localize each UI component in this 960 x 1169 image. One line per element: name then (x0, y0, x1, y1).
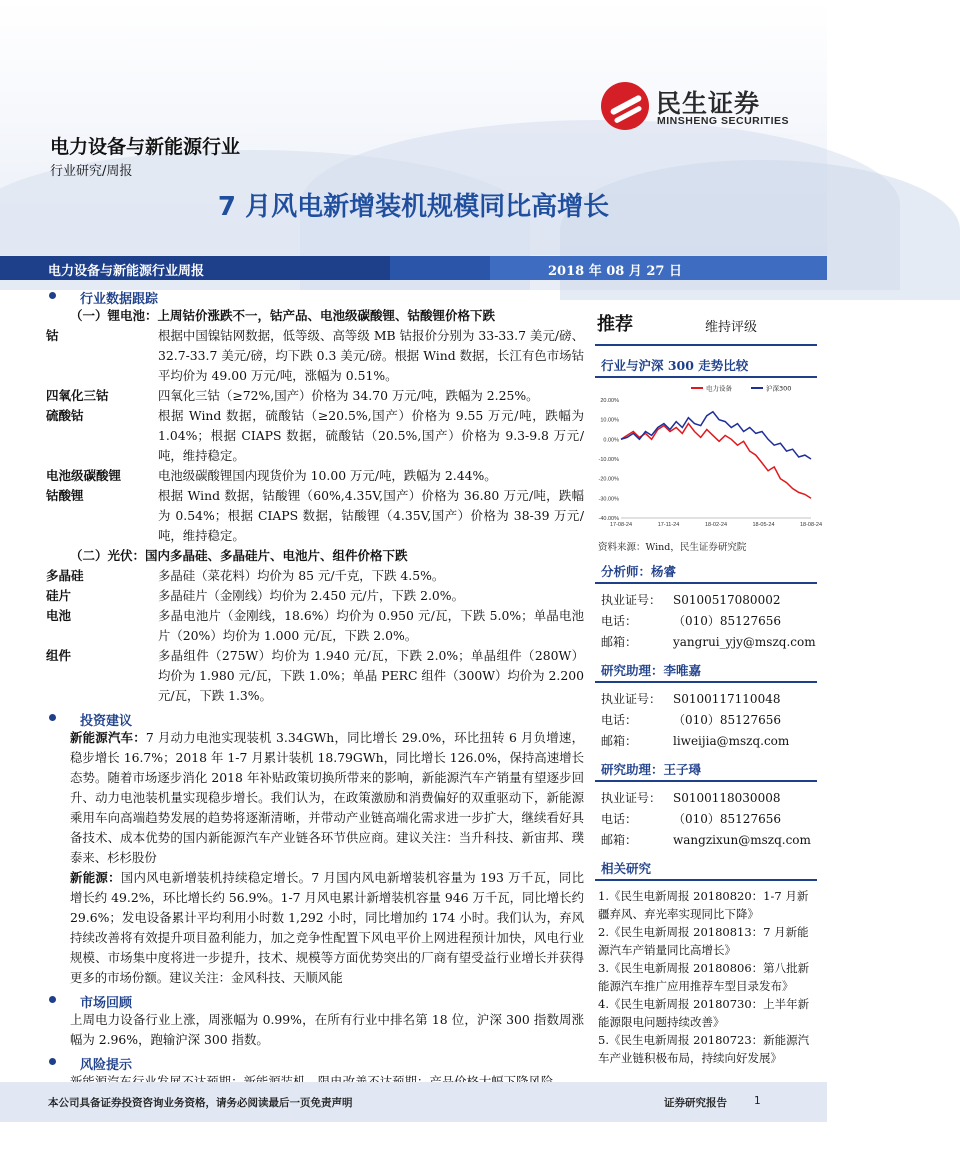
y-tick-label: -20.00% (598, 476, 619, 483)
related-item[interactable]: 3.《民生电新周报 20180806：第八批新能源汽车推广应用推荐车型目录发布》 (598, 961, 810, 993)
data-row: 硅片 多晶硅片（金刚线）均价为 2.450 元/片，下跌 2.0%。 (46, 588, 464, 603)
page-footer (0, 1082, 827, 1122)
trend-chart-svg (595, 378, 823, 538)
related-item[interactable]: 2.《民生电新周报 20180813：7 月新能源汽车产销量同比高增长》 (598, 925, 809, 957)
report-title: 7 月风电新增装机规模同比高增长 (217, 192, 610, 222)
subsection-heading: （一）锂电池：上周钴价涨跌不一，钴产品、电池级碳酸锂、钴酸锂价格下跌 (70, 308, 496, 323)
analyst-cert: 执业证号： S0100117110048 (601, 692, 781, 706)
report-type: 行业研究/周报 (50, 164, 133, 179)
y-tick-label: 20.00% (600, 398, 619, 404)
analyst-email: 邮箱： yangrui_yjy@mszq.com (601, 635, 816, 649)
rating-box (595, 296, 817, 346)
related-item[interactable]: 1.《民生电新周报 20180820：1-7 月新疆弃风、弃光率实现同比下降》 (598, 889, 809, 921)
y-tick-label: -40.00% (598, 516, 619, 522)
market-review-paragraph: 上周电力设备行业上涨，周涨幅为 0.99%，在所有行业中排名第 18 位，沪深 300 指数周涨幅为 2.96%，跑输沪深 300 指数。 (70, 1012, 584, 1047)
x-tick-label: 18-02-24 (704, 522, 728, 528)
x-tick-label: 17-11-24 (657, 522, 680, 528)
logo-cn: 民生证券 (656, 89, 761, 118)
main-content (46, 288, 584, 1092)
data-row: 钴酸锂 根据 Wind 数据，钴酸锂（60%,4.35V,国产）价格为 36.80 万元/吨，跌幅为 0.54%；根据 CIAPS 数据，钴酸锂（4.35V,国产）价格为 38-39 万元/吨，维持稳定。 (46, 488, 584, 543)
data-row: 组件 多晶组件（275W）均价为 1.940 元/瓦，下跌 2.0%；单晶组件（280W）均价为 1.980 元/瓦，下跌 1.0%；单晶 PERC 组件（300W）均价为 2.200 元/瓦，下跌 1.3%。 (46, 648, 584, 703)
data-row: 电池 多晶电池片（金刚线，18.6%）均价为 0.950 元/瓦，下跌 5.0%；单晶电池片（20%）均价为 1.000 元/瓦，下跌 2.0%。 (46, 608, 584, 643)
bullet-icon (49, 996, 56, 1003)
chart-heading: 行业与沪深 300 走势比较 (595, 354, 817, 378)
y-tick-label: -30.00% (598, 496, 619, 503)
rating-label: 推荐 (597, 314, 633, 335)
band-left-text: 电力设备与新能源行业周报 (48, 264, 205, 279)
bullet-icon (49, 292, 56, 299)
page-number: 1 (754, 1095, 761, 1107)
chart-source: 资料来源：Wind，民生证券研究院 (598, 542, 747, 553)
bullet-icon (49, 1058, 56, 1065)
x-tick-label: 17-08-24 (609, 522, 633, 528)
section-heading: 风险提示 (46, 1054, 584, 1072)
x-tick-label: 18-05-24 (752, 522, 775, 528)
legend-label: 沪深300 (766, 384, 792, 393)
y-tick-label: -10.00% (598, 457, 619, 463)
y-tick-label: 0.00% (603, 437, 619, 444)
analyst-phone: 电话： （010）85127656 (601, 614, 781, 628)
logo-mark-icon (601, 82, 649, 130)
rating-value: 维持评级 (705, 320, 758, 335)
footer-label: 证券研究报告 (664, 1097, 727, 1109)
legend-label: 电力设备 (706, 384, 732, 393)
analyst-email: 邮箱： wangzixun@mszq.com (601, 833, 811, 847)
company-logo (601, 82, 801, 132)
industry-name: 电力设备与新能源行业 (50, 136, 241, 158)
series-line-2 (621, 412, 811, 459)
analyst-phone: 电话： （010）85127656 (601, 713, 781, 727)
bullet-icon (49, 714, 56, 721)
related-item[interactable]: 5.《民生电新周报 20180723：新能源汽车产业链积极布局，持续向好发展》 (598, 1033, 810, 1065)
analyst-cert: 执业证号： S0100118030008 (601, 791, 781, 805)
logo-en: MINSHENG SECURITIES (657, 115, 790, 127)
analyst-cert: 执业证号： S0100517080002 (601, 593, 781, 607)
assistant-heading: 研究助理：李唯嘉 (595, 659, 817, 683)
title-band (0, 256, 827, 280)
data-row: 多晶硅 多晶硅（菜花料）均价为 85 元/千克，下跌 4.5%。 (46, 568, 445, 583)
related-item[interactable]: 4.《民生电新周报 20180730：上半年新能源限电问题持续改善》 (598, 997, 810, 1029)
nev-paragraph: 新能源汽车：7 月动力电池实现装机 3.34GWh，同比增长 29.0%，环比扭转 6 月负增速，稳步增长 16.7%；2018 年 1-7 月累计装机 18.79GWh，同比增长 126.0%，保持高速增长态势。随着市场逐步消化 2018 年补贴政策切换所带来的影响，新能源汽车产销量有望逐步回升、动力电池装机量实现稳步增长。我们认为，在政策激励和消费偏好的双重驱动下，新能源乘用车向高端趋势发展的趋势将逐渐清晰，并带动产业链高端化需求进一步扩大，继续看好具备技术、成本优势的国内新能源汽车产业链各环节供应商。建议关注：当升科技、新宙邦、璞泰来、杉杉股份 (70, 730, 584, 865)
data-row: 钴 根据中国镍钴网数据，低等级、高等级 MB 钴报价分别为 33-33.7 美元/磅、32.7-33.7 美元/磅，均下跌 0.3 美元/磅。根据 Wind 数据，长江有色市场钴平均价为 49.00 万元/吨，涨幅为 0.51%。 (46, 328, 584, 383)
assistant-heading: 研究助理：王子璕 (595, 758, 817, 782)
data-row: 四氧化三钴 四氧化三钴（≥72%,国产）价格为 34.70 万元/吨，跌幅为 2.25%。 (46, 388, 539, 403)
x-tick-label: 18-08-24 (799, 522, 823, 528)
data-row: 电池级碳酸锂 电池级碳酸锂国内现货价为 10.00 万元/吨，跌幅为 2.44%。 (46, 468, 497, 483)
analyst-phone: 电话： （010）85127656 (601, 812, 781, 826)
report-date: 2018 年 08 月 27 日 (548, 264, 682, 279)
analyst-heading: 分析师：杨睿 (595, 560, 817, 584)
section-heading: 市场回顾 (46, 992, 584, 1010)
data-row: 硫酸钴 根据 Wind 数据，硫酸钴（≥20.5%,国产）价格为 9.55 万元/吨，跌幅为 1.04%；根据 CIAPS 数据，硫酸钴（20.5%,国产）价格为 9.3-9.8 万元/吨，维持稳定。 (46, 408, 584, 463)
analyst-email: 邮箱： liweijia@mszq.com (601, 734, 790, 748)
disclaimer-text[interactable]: 本公司具备证券投资咨询业务资格，请务必阅读最后一页免责声明 (48, 1097, 353, 1109)
sidebar (595, 296, 823, 1067)
section-heading: 投资建议 (46, 710, 584, 728)
section-heading: 行业数据跟踪 (46, 288, 584, 306)
subsection-heading: （二）光伏：国内多晶硅、多晶硅片、电池片、组件价格下跌 (70, 548, 408, 563)
related-heading: 相关研究 (595, 857, 817, 881)
ne-paragraph: 新能源：国内风电新增装机持续稳定增长。7 月国内风电新增装机容量为 193 万千瓦，同比增长约 49.2%，环比增长约 56.9%。1-7 月风电累计新增装机容量 946 万千瓦，同比增长约 29.6%；发电设备累计平均利用小时数 1,292 小时，同比增加约 174 小时。我们认为，弃风持续改善将有效提升项目盈利能力，加之竞争性配置下风电平价上网进程预计加快，风电行业规模、市场集中度将进一步提升，技术、规模等方面优势突出的厂商有望受益行业增长并获得更多的市场份额。建议关注：金风科技、天顺风能 (70, 870, 584, 985)
y-tick-label: 10.00% (600, 417, 619, 424)
trend-chart (595, 378, 823, 538)
